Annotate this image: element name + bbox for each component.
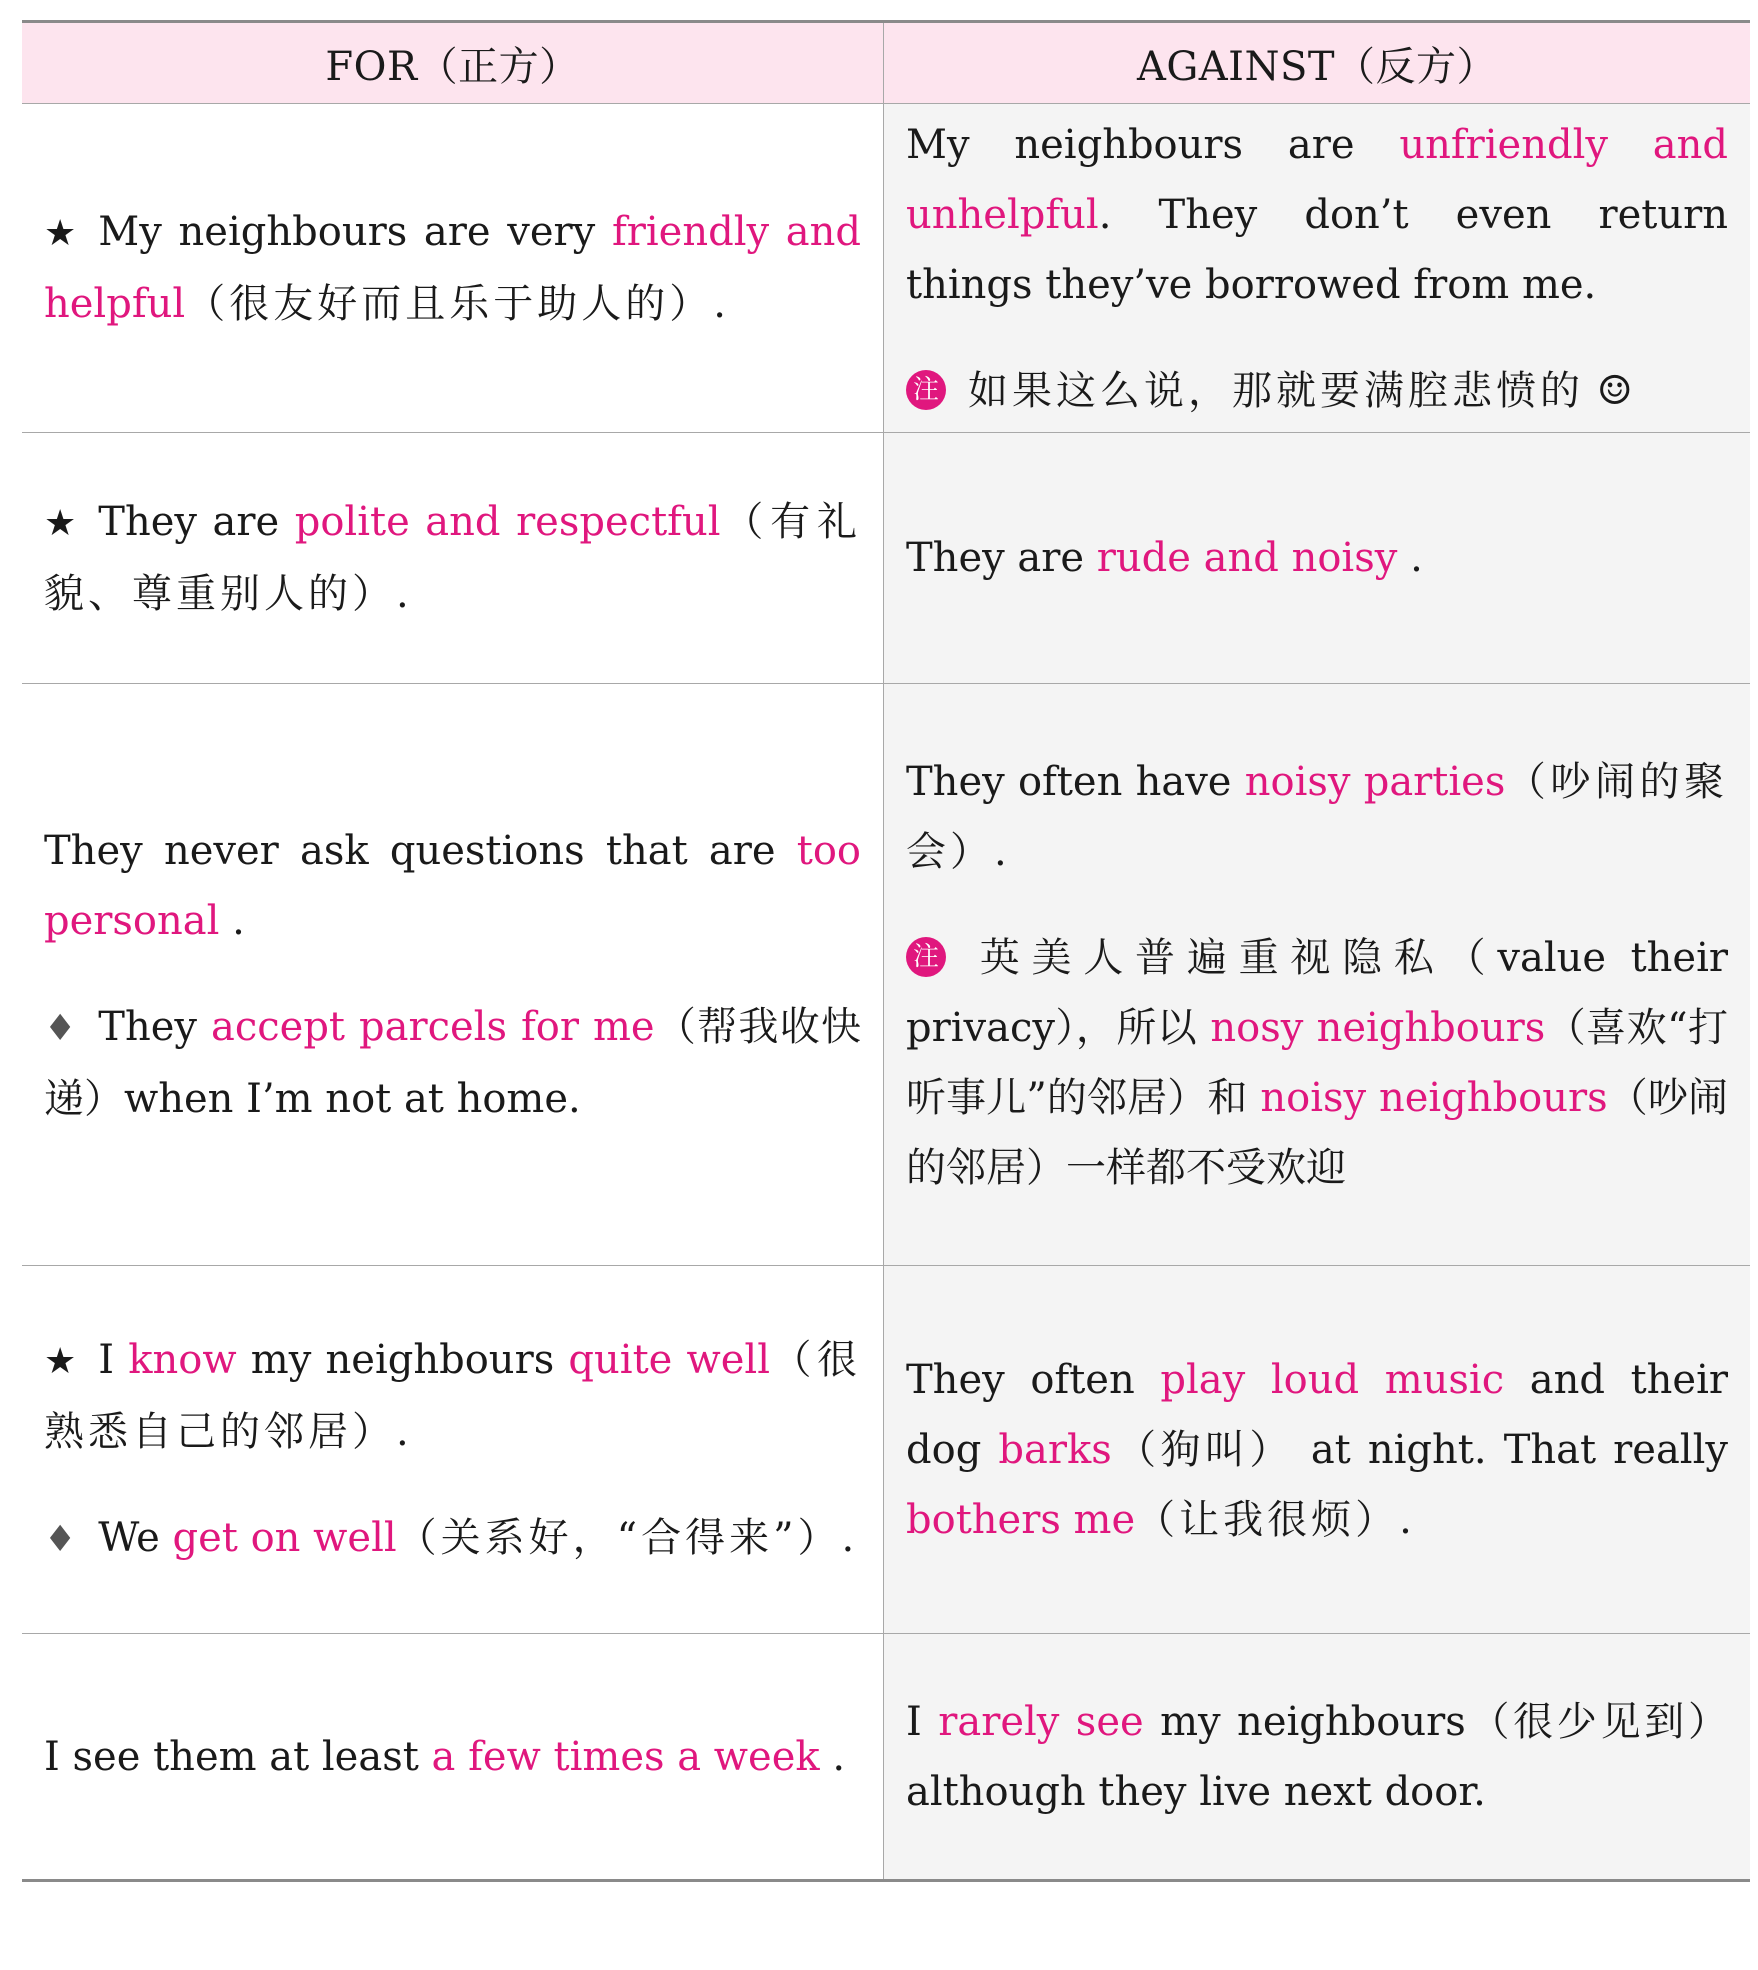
for-cell (22, 684, 884, 1265)
against-statement (906, 1345, 1728, 1555)
against-statement (906, 110, 1728, 320)
for-cell (22, 1266, 884, 1633)
key-phrase: noisy parties (1244, 758, 1506, 805)
statement-text: my neighbours (236, 1336, 569, 1383)
key-phrase: unfriendly and unhelpful (906, 122, 1729, 238)
key-phrase: bothers me (906, 1496, 1136, 1543)
statement-text: They are (98, 499, 295, 545)
note-icon: 注 (906, 937, 946, 977)
against-cell (884, 1634, 1750, 1879)
key-phrase: accept parcels for me (211, 1003, 655, 1050)
for-statement (44, 1722, 861, 1792)
for-cell (22, 104, 884, 432)
statement-text: I see them at least (44, 1733, 432, 1780)
statement-text: They (98, 1003, 211, 1050)
statement-text: I (98, 1336, 129, 1383)
for-statement (44, 992, 861, 1134)
statement-text: （有礼貌、尊重别人的）. (44, 499, 861, 617)
header-for (22, 23, 884, 103)
for-cell (22, 433, 884, 683)
statement-text: and their dog (906, 1356, 1728, 1473)
note-paragraph (906, 356, 1728, 426)
note-text: 英美人普遍重视隐私（value their privacy），所以 (906, 934, 1728, 1051)
against-cell (884, 1266, 1750, 1633)
against-cell (884, 684, 1750, 1265)
note-icon: 注 (906, 370, 946, 410)
key-phrase: quite well (568, 1336, 771, 1383)
against-cell (884, 104, 1750, 432)
for-statement (44, 487, 861, 629)
star-icon: ★ (44, 1340, 77, 1382)
statement-text: （让我很烦）. (1135, 1496, 1416, 1543)
header-for-label: FOR（正方） (325, 43, 580, 90)
key-phrase: noisy neighbours (1260, 1074, 1608, 1121)
statement-text: （吵闹的聚会）. (906, 758, 1729, 875)
star-icon: ★ (44, 213, 77, 254)
statement-text: . They don’t even return things they’ve borrowed from me. (906, 192, 1728, 308)
table-row (22, 1266, 1750, 1634)
against-cell (884, 433, 1750, 683)
statement-text: （狗叫） at night. That really (1111, 1426, 1728, 1473)
statement-text: （关系好，“合得来”）. (396, 1514, 859, 1561)
key-phrase: barks (998, 1426, 1112, 1473)
for-statement (44, 1325, 861, 1467)
statement-text: my neighbours（很少见到）although they live next door. (906, 1698, 1728, 1815)
header-against-label: AGAINST（反方） (1136, 43, 1498, 90)
against-statement (906, 1687, 1728, 1827)
key-phrase: get on well (172, 1514, 397, 1561)
key-phrase: polite and respectful (294, 499, 721, 545)
key-phrase: friendly and helpful (44, 209, 862, 327)
comparison-table (22, 20, 1750, 1882)
diamond-icon: ♦ (44, 1518, 77, 1560)
statement-text: . (832, 1733, 846, 1780)
key-phrase: a few times a week (431, 1733, 820, 1780)
key-phrase: rarely see (938, 1698, 1144, 1745)
note-text: （喜欢“打听事儿”的邻居）和 (906, 1004, 1728, 1121)
statement-text: We (98, 1514, 173, 1561)
table-row (22, 1634, 1750, 1879)
key-phrase: rude and noisy (1096, 535, 1398, 581)
for-statement (44, 197, 861, 339)
statement-text: My neighbours are (906, 122, 1400, 168)
diamond-icon: ♦ (44, 1007, 77, 1049)
for-statement (44, 1503, 861, 1575)
smiley-icon: ☺ (1596, 368, 1633, 414)
statement-text: They often (906, 1356, 1161, 1403)
statement-text: （很熟悉自己的邻居）. (44, 1336, 861, 1455)
table-row (22, 104, 1750, 433)
statement-text: （帮我收快递）when I’m not at home. (44, 1003, 861, 1122)
table-row (22, 684, 1750, 1266)
table-row (22, 433, 1750, 684)
star-icon: ★ (44, 503, 77, 544)
key-phrase: know (128, 1336, 237, 1383)
statement-text: . (1410, 535, 1423, 581)
note-paragraph (906, 923, 1728, 1203)
key-phrase: play loud music (1160, 1356, 1505, 1403)
key-phrase: nosy neighbours (1210, 1004, 1546, 1051)
statement-text: They are (906, 535, 1097, 581)
for-statement (44, 816, 861, 956)
header-against (884, 23, 1750, 103)
against-statement (906, 523, 1728, 593)
key-phrase: too personal (44, 827, 861, 944)
against-statement (906, 747, 1728, 887)
statement-text: I (906, 1698, 939, 1745)
statement-text: They often have (906, 758, 1245, 805)
note-text: 如果这么说，那就要满腔悲愤的 (968, 368, 1584, 414)
for-cell (22, 1634, 884, 1879)
statement-text: They never ask questions that are (44, 827, 797, 874)
statement-text: My neighbours are very (98, 209, 612, 255)
statement-text: . (232, 897, 245, 944)
table-header-row (22, 23, 1750, 104)
statement-text: （很友好而且乐于助人的）. (185, 281, 730, 327)
note-text: （吵闹的邻居）一样都不受欢迎 (906, 1074, 1729, 1191)
